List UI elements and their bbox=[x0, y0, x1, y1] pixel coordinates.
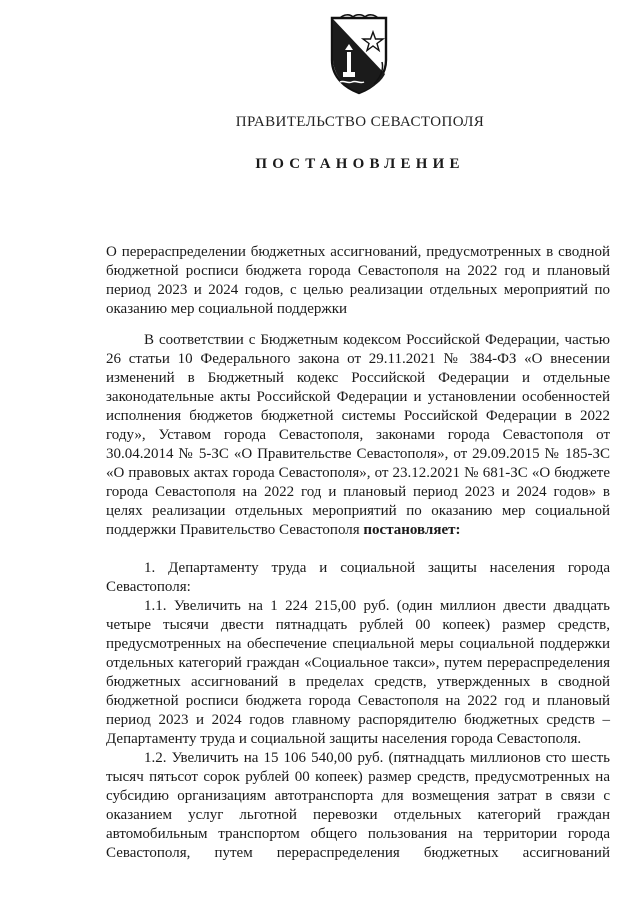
item-1: 1. Департаменту труда и социальной защиты населения города Севастополя: bbox=[106, 560, 610, 595]
item-1-2: 1.2. Увеличить на 15 106 540,00 руб. (пятнадцать миллионов сто шесть тысяч пятьсот сорок рублей 00 копеек) размер средств, предусмотренных на субсидию организациям автотранспорта для возмещения затрат в связи с оказанием услуг льготной перевозки отдельных категорий граждан автомобильным транспортом общего пользования на территории города Севастополя, путем перераспределения бюджетных ассигнований bbox=[106, 750, 610, 861]
preamble-bold-word: постановляет: bbox=[363, 522, 461, 538]
document-body bbox=[106, 331, 610, 863]
document-subject: О перераспределении бюджетных ассигнований, предусмотренных в сводной бюджетной росписи бюджета города Севастополя на 2022 год и плановый период 2023 и 2024 годов, с целью реализации отдельных мероприятий по оказанию мер социальной поддержки bbox=[106, 244, 610, 317]
preamble-paragraph bbox=[106, 331, 610, 540]
sevastopol-coat-of-arms-icon bbox=[326, 14, 392, 96]
document-type-title: ПОСТАНОВЛЕНИЕ bbox=[255, 156, 465, 172]
preamble-text: В соответствии с Бюджетным кодексом Российской Федерации, частью 26 статьи 10 Федерального закона от 29.11.2021 № 384-ФЗ «О внесении изменений в Бюджетный кодекс Российской Федерации и отдельные законодательные акты Российской Федерации и установлении особенностей исполнения бюджетов бюджетной системы Российской Федерации в 2022 году», Уставом города Севастополя, законами города Севастополя от 30.04.2014 № 5-ЗС «О Правительстве Севастополя», от 29.09.2015 № 185-ЗС «О правовых актах города Севастополя», от 23.12.2021 № 681-ЗС «О бюджете города Севастополя на 2022 год и плановый период 2023 и 2024 годов» в целях реализации отдельных мероприятий по оказанию мер социальной поддержки Правительство Севастополя bbox=[106, 332, 610, 538]
organization-name: ПРАВИТЕЛЬСТВО СЕВАСТОПОЛЯ bbox=[235, 114, 485, 130]
item-1-1: 1.1. Увеличить на 1 224 215,00 руб. (один миллион двести двадцать четыре тысячи двести пятнадцать рублей 00 копеек) размер средств, предусмотренных на обеспечение специальной меры социальной поддержки отдельных категорий граждан «Социальное такси», путем перераспределения бюджетных ассигнований в пределах средств, утвержденных в сводной бюджетной росписи бюджета города Севастополя на 2022 год и плановый период 2023 и 2024 годов главному распорядителю бюджетных средств – Департаменту труда и социальной защиты населения города Севастополя. bbox=[106, 598, 610, 747]
